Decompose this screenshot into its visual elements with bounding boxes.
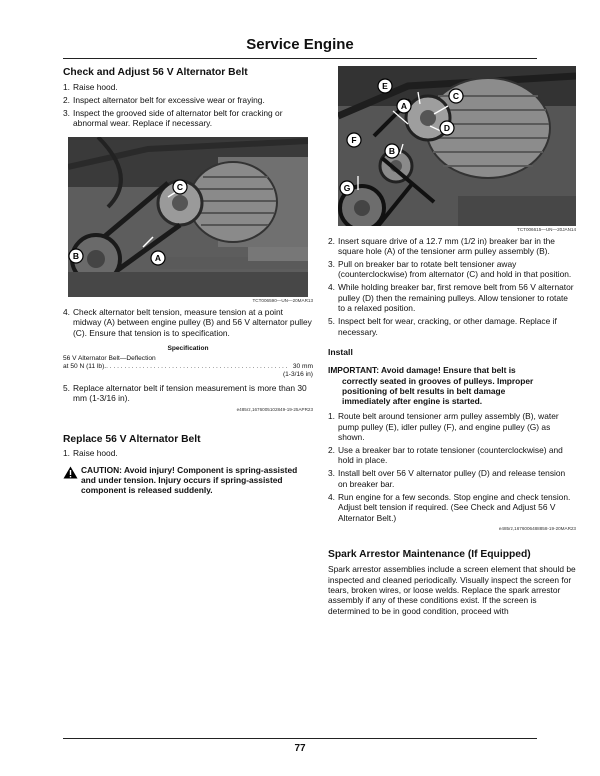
step-number: 5. — [63, 382, 70, 393]
spark-arrestor-text: Spark arrestor assemblies include a screen element that should be inspected and cleaned periodically. Visually inspect the screen for tears, broken wires, or loose welds. Replace the spark arrestor assembly if any of these conditions exist. If the screen is determined to be in good condition, proceed with — [328, 564, 576, 616]
callout-f — [347, 133, 361, 147]
svg-text:F: F — [351, 135, 357, 145]
important-notice — [328, 365, 576, 406]
caution-text: CAUTION: Avoid injury! Component is spring-assisted and under tension. Injury occurs if spring-assisted component is released suddenly. — [81, 464, 298, 496]
step-text: Install belt over 56 V alternator pulley (D) and release tension on breaker bar. — [338, 468, 566, 489]
step-text: Inspect belt for wear, cracking, or other damage. Replace if necessary. — [338, 316, 557, 337]
step-text: Insert square drive of a 12.7 mm (1/2 in) breaker bar in the square hole (A) of the tensioner arm pulley assembly (B). — [338, 235, 555, 256]
list-item — [328, 236, 576, 257]
spec-row — [63, 363, 313, 371]
step-text: Replace alternator belt if tension measurement is more than 30 mm (1-3/16 in). — [73, 382, 307, 404]
callout-c — [173, 180, 187, 194]
list-item — [328, 445, 576, 466]
callout-a — [151, 251, 165, 265]
right-column — [328, 66, 576, 616]
replace-belt-steps — [63, 448, 313, 458]
step-text: Pull on breaker bar to rotate belt tensioner away (counterclockwise) from alternator (C) and hold in that position. — [338, 259, 572, 280]
alternator-belt-photo — [68, 137, 308, 297]
svg-text:E: E — [382, 81, 388, 91]
step-text: Inspect alternator belt for excessive wear or fraying. — [73, 94, 265, 105]
check-belt-steps — [63, 82, 313, 129]
svg-text:B: B — [72, 251, 80, 262]
step-text: Inspect the grooved side of alternator belt for cracking or abnormal wear. Replace if necessary. — [73, 107, 283, 128]
page-title: Service Engine — [246, 36, 354, 53]
warning-icon — [63, 465, 81, 496]
important-line: positioning of belt results in belt damage — [342, 385, 506, 396]
check-belt-steps-continued — [63, 307, 313, 338]
list-item — [63, 108, 313, 129]
step-number: 3. — [328, 468, 335, 479]
list-item — [328, 492, 576, 523]
list-item — [63, 383, 313, 404]
step-number: 1. — [63, 81, 70, 92]
install-heading: Install — [328, 347, 353, 358]
callout-c — [449, 89, 463, 103]
step-text: Run engine for a few seconds. Stop engine and check tension. Adjust belt tension if required. (See Check and Adjust 56 V Alternator Belt.) — [338, 491, 571, 523]
step-number: 4. — [328, 491, 335, 502]
header-rule — [63, 58, 537, 59]
footer-rule — [63, 738, 537, 739]
step-text: Route belt around tensioner arm pulley assembly (B), water pump pulley (E), idler pulley (F), and engine pulley (G) as shown. — [338, 411, 559, 443]
spec-label: at 50 N (11 lb). — [63, 363, 107, 371]
check-belt-heading: Check and Adjust 56 V Alternator Belt — [63, 67, 248, 78]
step-number: 4. — [63, 307, 70, 317]
list-item — [328, 282, 576, 313]
step-text: While holding breaker bar, first remove belt from 56 V alternator pulley (D) then the remaining pulleys. Allow tensioner to rotate to a relaxed position. — [338, 282, 574, 314]
list-item — [63, 82, 313, 92]
photo-id: TCT006590—UN—20MAR13 — [252, 298, 313, 304]
left-column — [63, 66, 313, 495]
step-text: Raise hood. — [73, 81, 118, 92]
step-number: 2. — [63, 94, 70, 105]
svg-text:A: A — [154, 253, 162, 264]
tensioner-pulley-photo — [338, 66, 576, 226]
callout-e — [378, 79, 392, 93]
install-steps — [328, 411, 576, 523]
step-number: 2. — [328, 445, 335, 456]
list-item — [63, 307, 313, 338]
step-number: 1. — [328, 411, 335, 422]
spark-arrestor-heading: Spark Arrestor Maintenance (If Equipped) — [328, 549, 531, 561]
callout-a — [397, 99, 411, 113]
important-line: correctly seated in grooves of pulleys. Improper — [342, 375, 534, 386]
caution-notice — [63, 465, 313, 496]
step-text: Use a breaker bar to rotate tensioner (counterclockwise) and hold in place. — [338, 445, 563, 466]
spec-alt-value: (1-3/16 in) — [282, 371, 313, 379]
replace-belt-steps-continued — [328, 236, 576, 337]
step-number: 1. — [63, 448, 70, 459]
svg-text:C: C — [176, 182, 184, 193]
svg-text:D: D — [443, 123, 451, 133]
step-number: 3. — [328, 259, 335, 269]
spec-leader: . . . . . . . . . . . . . . . . . . . . . . . . . . . . . . . . . . . . . . . . . . . . . . . . . . — [106, 363, 288, 371]
list-item — [328, 411, 576, 442]
svg-text:B: B — [388, 146, 396, 156]
step-number: 2. — [328, 235, 335, 246]
check-belt-steps-final — [63, 383, 313, 404]
photo-id: TCT006615—UN—20JAN14 — [517, 227, 576, 232]
callout-b — [69, 249, 83, 263]
spec-value: 30 mm — [292, 363, 313, 371]
svg-text:C: C — [452, 91, 460, 101]
step-text: Raise hood. — [73, 448, 118, 459]
important-line: immediately after engine is started. — [342, 396, 483, 407]
step-text: Check alternator belt tension, measure tension at a point midway (A) between engine pulley (B) and 56 V alternator pulley (C). Ensure that tension is to specification. — [73, 307, 312, 338]
callout-b — [385, 144, 399, 158]
list-item — [63, 448, 313, 458]
svg-text:A: A — [400, 101, 408, 111]
reference-id: e485rz,1676006488858-19-20MAR23 — [498, 526, 576, 532]
svg-text:G: G — [343, 183, 351, 193]
list-item — [328, 316, 576, 337]
replace-belt-heading: Replace 56 V Alternator Belt — [63, 433, 201, 445]
callout-d — [440, 121, 454, 135]
important-line: IMPORTANT: Avoid damage! Ensure that belt is — [328, 365, 516, 376]
spec-item: 56 V Alternator Belt—Deflection — [63, 354, 156, 362]
list-item — [63, 95, 313, 105]
reference-id: e485rz,1676005102849-19-25APR23 — [236, 406, 313, 412]
step-number: 3. — [63, 107, 70, 118]
step-number: 4. — [328, 282, 335, 293]
list-item — [328, 259, 576, 280]
list-item — [328, 468, 576, 489]
spec-title: Specification — [167, 345, 209, 353]
page-number: 77 — [294, 743, 306, 754]
callout-g — [340, 181, 354, 195]
step-number: 5. — [328, 316, 335, 327]
